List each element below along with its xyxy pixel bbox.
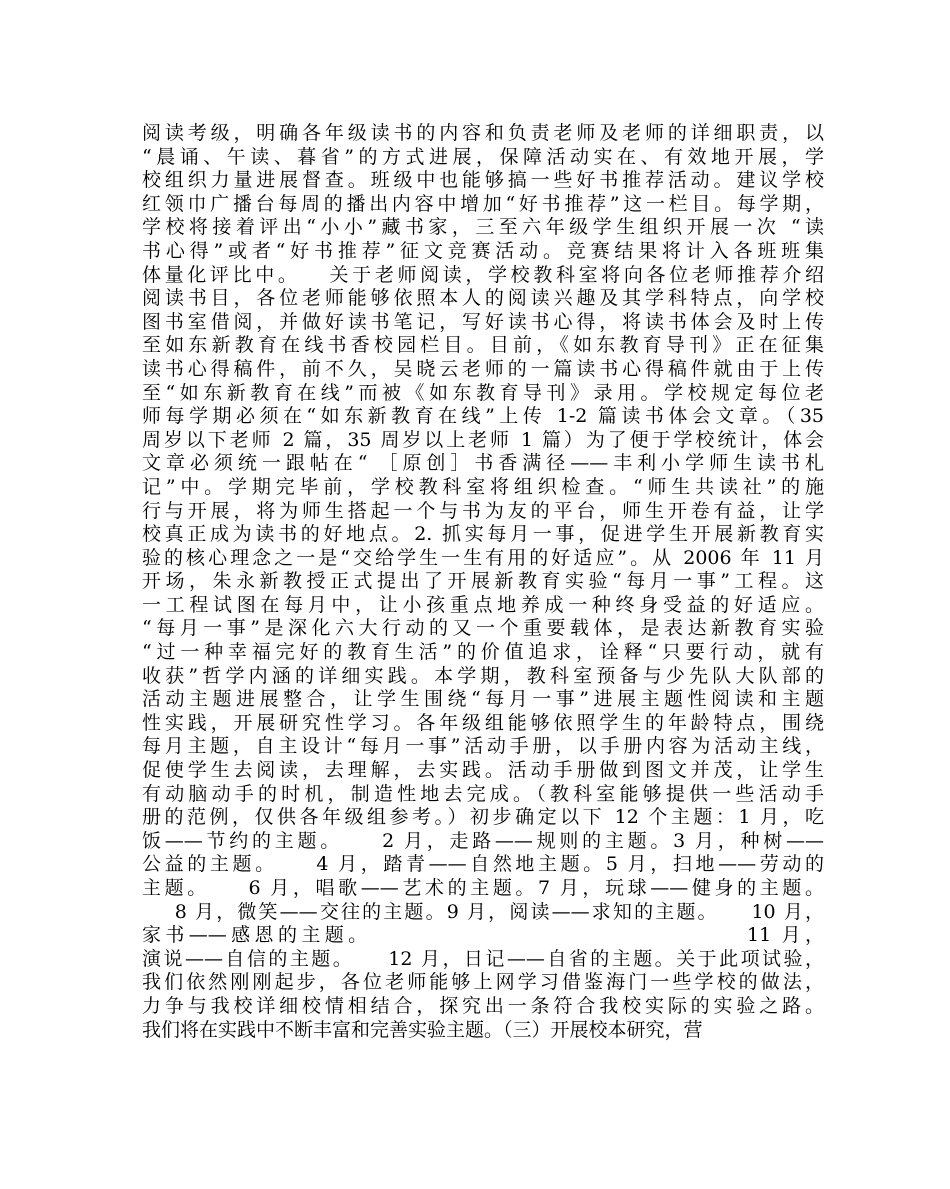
text-line: 记”中。学期完毕前，学校教科室将组织检查。“师生共读社”的施	[142, 475, 824, 498]
text-line: 家书——感恩的主题。 11 月，	[142, 924, 824, 947]
text-line: 校组织力量进展督查。班级中也能够搞一些好书推荐活动。建议学校	[142, 169, 824, 192]
text-line: 红领巾广播台每周的播出内容中增加“好书推荐”这一栏目。每学期，	[142, 192, 824, 215]
text-line: 行与开展，将为师生搭起一个与书为友的平台，师生开卷有益，让学	[142, 499, 824, 522]
text-line: 开场，朱永新教授正式提出了开展新教育实验“每月一事”工程。这	[142, 570, 824, 593]
text-line: 图书室借阅，并做好读书笔记，写好读书心得，将读书体会及时上传	[142, 310, 824, 333]
text-line: 我们依然刚刚起步，各位老师能够上网学习借鉴海门一些学校的做法，	[142, 971, 824, 994]
text-line: 至“如东新教育在线”而被《如东教育导刊》录用。学校规定每位老	[142, 381, 824, 404]
text-line: 册的范例，仅供各年级组参考。）初步确定以下 12 个主题：1 月，吃	[142, 806, 824, 829]
text-line: 阅读书目，各位老师能够依照本人的阅读兴趣及其学科特点，向学校	[142, 287, 824, 310]
text-line: 一工程试图在每月中，让小孩重点地养成一种终身受益的好适应。	[142, 593, 824, 616]
text-line: 书心得”或者“好书推荐”征文竞赛活动。竞赛结果将计入各班班集	[142, 239, 824, 262]
text-line: 8 月，微笑——交往的主题。9 月，阅读——求知的主题。 10 月，	[142, 900, 824, 923]
text-line: 读书心得稿件，前不久，吴晓云老师的一篇读书心得稿件就由于上传	[142, 357, 824, 380]
text-line: 收获”哲学内涵的详细实践。本学期，教科室预备与少先队大队部的	[142, 664, 824, 687]
text-line: 师每学期必须在“如东新教育在线”上传 1-2 篇读书体会文章。（35	[142, 405, 824, 428]
text-line: 文章必须统一跟帖在“ ［原创］书香满径——丰利小学师生读书札	[142, 452, 824, 475]
text-line: 体量化评比中。 关于老师阅读，学校教科室将向各位老师推荐介绍	[142, 263, 824, 286]
text-line: 周岁以下老师 2 篇，35 周岁以上老师 1 篇）为了便于学校统计，体会	[142, 428, 824, 451]
text-line: 学校将接着评出“小小”藏书家，三至六年级学生组织开展一次 “读	[142, 216, 824, 239]
text-line: 验的核心理念之一是“交给学生一生有用的好适应”。从 2006 年 11 月	[142, 546, 824, 569]
text-line: 阅读考级，明确各年级读书的内容和负责老师及老师的详细职责，以	[142, 122, 824, 144]
text-line: 力争与我校详细校情相结合，探究出一条符合我校实际的实验之路。	[142, 994, 824, 1017]
text-line: 性实践，开展研究性学习。各年级组能够依照学生的年龄特点，围绕	[142, 711, 824, 734]
text-line: 公益的主题。 4 月，踏青——自然地主题。5 月，扫地——劳动的	[142, 853, 824, 876]
text-line: 至如东新教育在线书香校园栏目。目前，《如东教育导刊》正在征集	[142, 334, 824, 357]
text-line: “晨诵、午读、暮省”的方式进展，保障活动实在、有效地开展，学	[142, 145, 824, 168]
text-line: 校真正成为读书的好地点。2. 抓实每月一事，促进学生开展新教育实	[142, 523, 824, 546]
text-line: 有动脑动手的时机，制造性地去完成。（教科室能够提供一些活动手	[142, 782, 824, 805]
text-line: 促使学生去阅读，去理解，去实践。活动手册做到图文并茂，让学生	[142, 759, 824, 782]
text-line: 主题。 6 月，唱歌——艺术的主题。7 月，玩球——健身的主题。	[142, 877, 824, 899]
text-line: 演说——自信的主题。 12 月，日记——自省的主题。关于此项试验，	[142, 947, 824, 970]
text-line: 我们将在实践中不断丰富和完善实验主题。（三）开展校本研究，营	[142, 1018, 703, 1041]
text-line: 活动主题进展整合，让学生围绕“每月一事”进展主题性阅读和主题	[142, 688, 824, 711]
text-line: 每月主题，自主设计“每月一事”活动手册，以手册内容为活动主线，	[142, 735, 824, 758]
text-line: 饭——节约的主题。 2 月，走路——规则的主题。3 月，种树——	[142, 829, 824, 852]
text-line: “每月一事”是深化六大行动的又一个重要载体，是表达新教育实验	[142, 617, 824, 640]
body-text	[142, 122, 824, 1042]
text-line: “过一种幸福完好的教育生活”的价值追求，诠释“只要行动，就有	[142, 641, 824, 664]
